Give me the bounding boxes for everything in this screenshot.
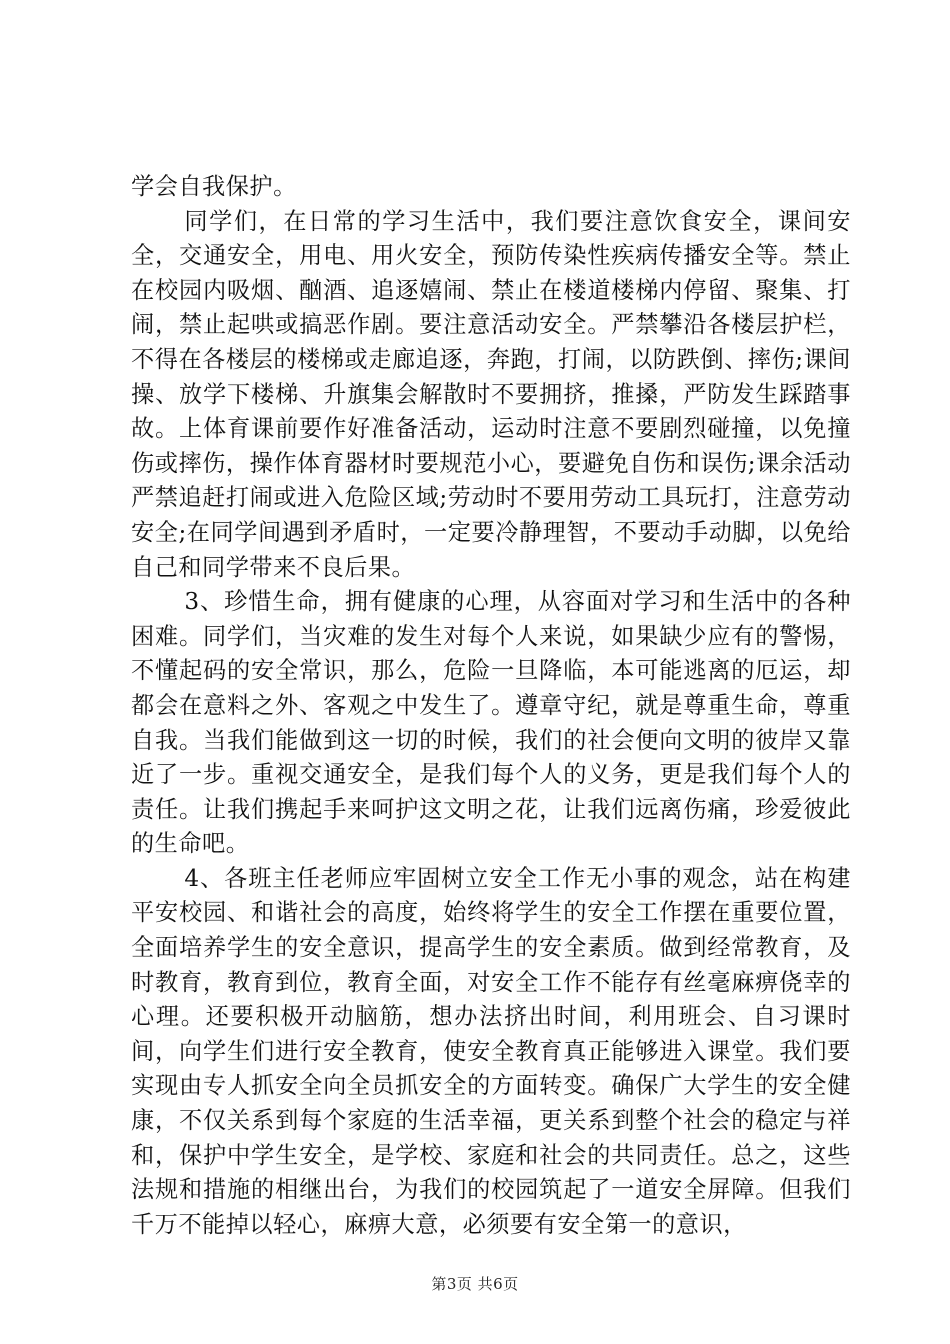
paragraph-cherish-life: 3、珍惜生命，拥有健康的心理，从容面对学习和生活中的各种困难。同学们，当灾难的发生对每个人来说，如果缺少应有的警惕，不懂起码的安全常识，那么，危险一旦降临，本可能逃离的厄运，却都会在意料之外、客观之中发生了。遵章守纪，就是尊重生命，尊重自我。当我们能做到这一切的时候，我们的社会便向文明的彼岸又靠近了一步。重视交通安全，是我们每个人的义务，更是我们每个人的责任。让我们携起手来呵护这文明之花，让我们远离伤痛，珍爱彼此的生命吧。 [131, 588, 851, 858]
document-body [131, 170, 851, 1242]
page-footer: 第3页 共6页 [431, 1275, 519, 1293]
paragraph-safety-rules: 同学们，在日常的学习生活中，我们要注意饮食安全，课间安全，交通安全，用电、用火安全，预防传染性疾病传播安全等。禁止在校园内吸烟、酗酒、追逐嬉闹、禁止在楼道楼梯内停留、聚集、打闹，禁止起哄或搞恶作剧。要注意活动安全。严禁攀沿各楼层护栏，不得在各楼层的楼梯或走廊追逐，奔跑，打闹，以防跌倒、摔伤;课间操、放学下楼梯、升旗集会解散时不要拥挤，推搡，严防发生踩踏事故。上体育课前要作好准备活动，运动时注意不要剧烈碰撞，以免撞伤或摔伤，操作体育器材时要规范小心，要避免自伤和误伤;课余活动严禁追赶打闹或进入危险区域;劳动时不要用劳动工具玩打，注意劳动安全;在同学间遇到矛盾时，一定要冷静理智，不要动手动脚，以免给自己和同学带来不良后果。 [131, 207, 851, 581]
paragraph-continuation: 学会自我保护。 [131, 173, 297, 200]
paragraph-teacher-duties: 4、各班主任老师应牢固树立安全工作无小事的观念，站在构建平安校园、和谐社会的高度，始终将学生的安全工作摆在重要位置，全面培养学生的安全意识，提高学生的安全素质。做到经常教育，及时教育，教育到位，教育全面，对安全工作不能存有丝毫麻痹侥幸的心理。还要积极开动脑筋，想办法挤出时间，利用班会、自习课时间，向学生们进行安全教育，使安全教育真正能够进入课堂。我们要实现由专人抓安全向全员抓安全的方面转变。确保广大学生的安全健康，不仅关系到每个家庭的生活幸福，更关系到整个社会的稳定与祥和，保护中学生安全，是学校、家庭和社会的共同责任。总之，这些法规和措施的相继出台，为我们的校园筑起了一道安全屏障。但我们千万不能掉以轻心，麻痹大意，必须要有安全第一的意识， [131, 864, 851, 1238]
